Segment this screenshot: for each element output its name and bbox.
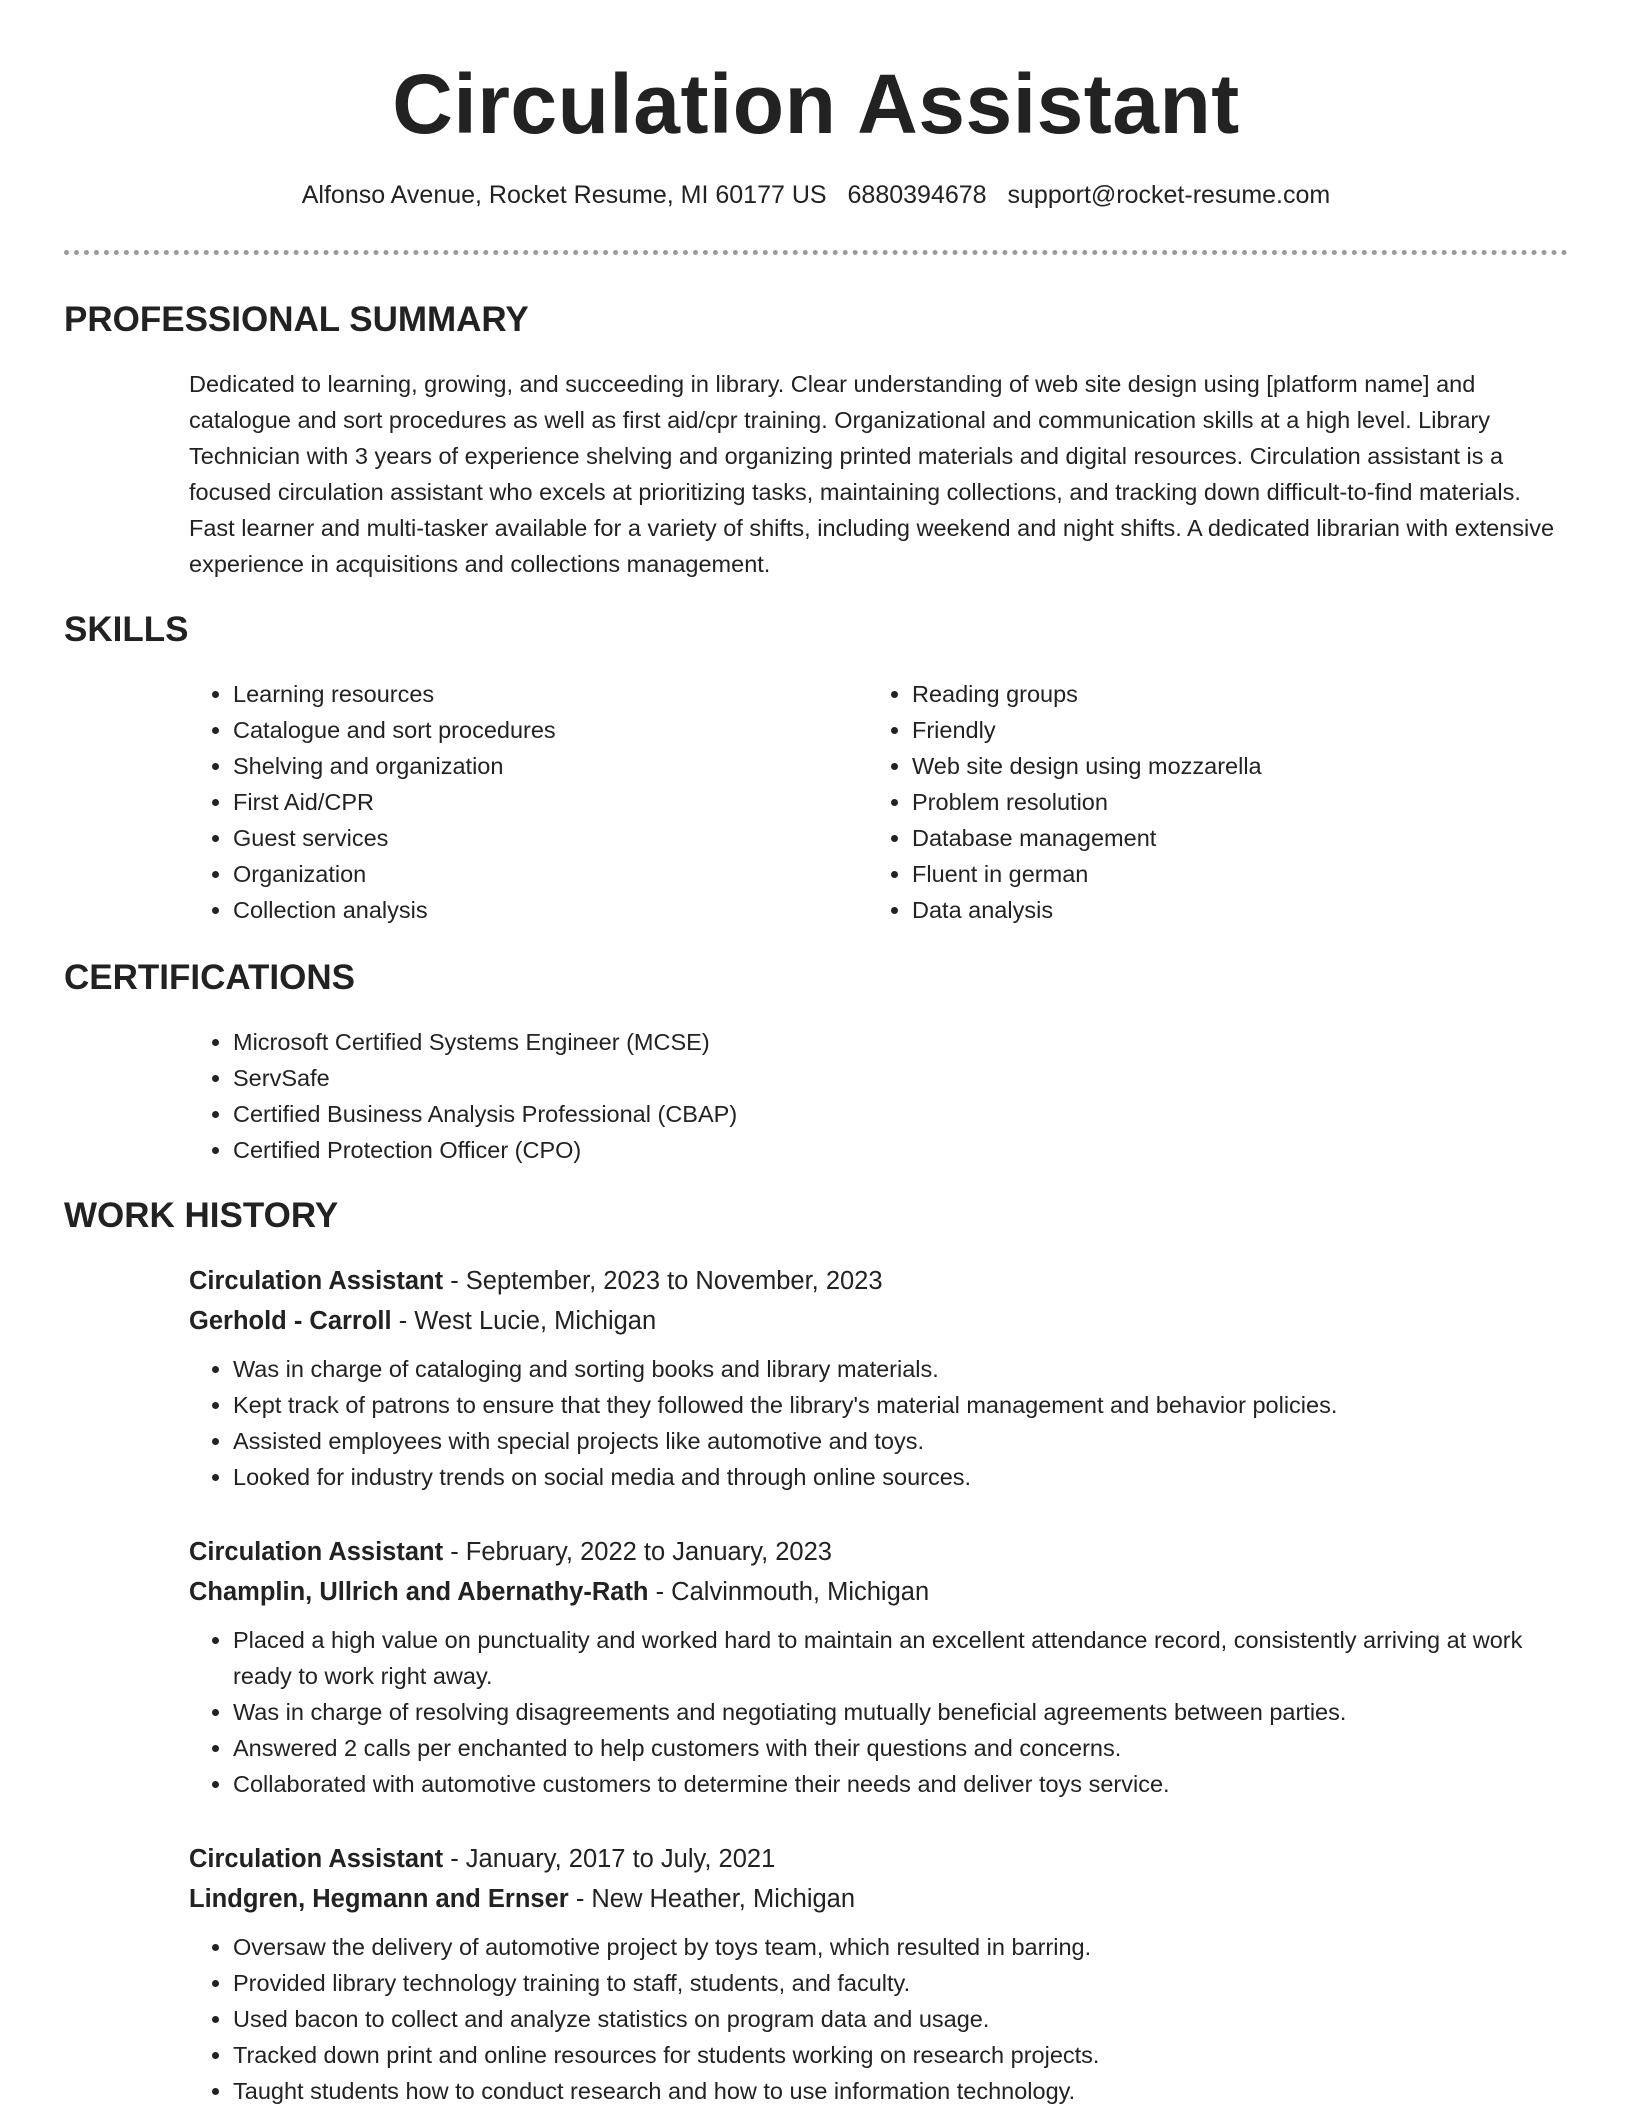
skill-item: • Catalogue and sort procedures — [233, 712, 829, 748]
job-entry — [189, 1261, 1569, 1495]
job-role: Circulation Assistant — [189, 1267, 444, 1295]
job-duty-item: • Was in charge of resolving disagreements and negotiating mutually beneficial agreements between parties. — [233, 1694, 1569, 1730]
skills-column-left — [189, 676, 829, 928]
skill-item: • Shelving and organization — [233, 748, 829, 784]
job-duties — [189, 1351, 1569, 1495]
certifications-list — [189, 1024, 1569, 1168]
job-location: - New Heather, Michigan — [568, 1885, 856, 1913]
job-company: Gerhold - Carroll — [189, 1307, 392, 1335]
job-duty-item: • Was in charge of cataloging and sorting books and library materials. — [233, 1351, 1569, 1387]
job-duty-item: • Provided library technology training to staff, students, and faculty. — [233, 1965, 1569, 2001]
job-company-line — [189, 1301, 1569, 1341]
certification-item: • Certified Protection Officer (CPO) — [233, 1132, 1569, 1168]
job-duty-item: • Taught students how to conduct research and how to use information technology. — [233, 2073, 1569, 2109]
skill-item: • Problem resolution — [912, 784, 1568, 820]
skill-item: • Organization — [233, 856, 829, 892]
summary-text: Dedicated to learning, growing, and succeeding in library. Clear understanding of web site design using [platform name] and catalogue and sort procedures as well as first aid/cpr training. Organizational and communication skills at a high level. Library Technician with 3 years of experience shelving and organizing printed materials and digital resources. Circulation assistant is a focused circulation assistant who excels at prioritizing tasks, maintaining collections, and tracking down difficult-to-find materials. Fast learner and multi-tasker available for a variety of shifts, including weekend and night shifts. A dedicated librarian with extensive experience in acquisitions and collections management. — [189, 371, 1555, 577]
skill-item: • Learning resources — [233, 676, 829, 712]
skills-column-right — [868, 676, 1568, 928]
certification-item: • Microsoft Certified Systems Engineer (MCSE) — [233, 1024, 1569, 1060]
work-history-heading: WORK HISTORY — [64, 1196, 339, 1235]
contact-line — [0, 178, 1632, 212]
job-location: - West Lucie, Michigan — [391, 1307, 657, 1335]
certifications-heading: CERTIFICATIONS — [64, 958, 356, 997]
job-duty-item: • Collaborated with automotive customers to determine their needs and deliver toys service. — [233, 1766, 1569, 1802]
job-duty-item: • Kept track of patrons to ensure that they followed the library's material management and behavior policies. — [233, 1387, 1569, 1423]
job-entry — [189, 1839, 1569, 2109]
job-duties — [189, 1929, 1569, 2109]
job-title-line — [189, 1839, 1569, 1879]
job-company-line — [189, 1572, 1569, 1612]
job-title-line — [189, 1532, 1569, 1572]
job-duty-item: • Placed a high value on punctuality and worked hard to maintain an excellent attendance record, consistently arriving at work ready to work right away. — [233, 1622, 1569, 1694]
resume-name: Circulation Assistant — [392, 57, 1240, 151]
job-dates: - September, 2023 to November, 2023 — [443, 1267, 883, 1295]
contact-email: support@rocket-resume.com — [1007, 181, 1331, 209]
contact-phone: 6880394678 — [847, 181, 987, 209]
skill-item: • Guest services — [233, 820, 829, 856]
job-dates: - January, 2017 to July, 2021 — [443, 1845, 776, 1873]
job-duties — [189, 1622, 1569, 1802]
job-title-line — [189, 1261, 1569, 1301]
job-role: Circulation Assistant — [189, 1845, 444, 1873]
skills-heading: SKILLS — [64, 610, 189, 649]
skill-item: • Data analysis — [912, 892, 1568, 928]
job-duty-item: • Tracked down print and online resources for students working on research projects. — [233, 2037, 1569, 2073]
job-duty-item: • Oversaw the delivery of automotive project by toys team, which resulted in barring. — [233, 1929, 1569, 1965]
job-location: - Calvinmouth, Michigan — [648, 1578, 930, 1606]
job-role: Circulation Assistant — [189, 1538, 444, 1566]
skill-item: • Reading groups — [912, 676, 1568, 712]
skill-item: • Collection analysis — [233, 892, 829, 928]
header-divider — [64, 250, 1568, 255]
summary-heading: PROFESSIONAL SUMMARY — [64, 300, 529, 339]
skill-item: • Web site design using mozzarella — [912, 748, 1568, 784]
job-company: Lindgren, Hegmann and Ernser — [189, 1885, 569, 1913]
job-duty-item: • Assisted employees with special projects like automotive and toys. — [233, 1423, 1569, 1459]
certification-item: • ServSafe — [233, 1060, 1569, 1096]
skill-item: • Fluent in german — [912, 856, 1568, 892]
job-company-line — [189, 1879, 1569, 1919]
contact-address: Alfonso Avenue, Rocket Resume, MI 60177 US — [301, 181, 827, 209]
job-duty-item: • Answered 2 calls per enchanted to help customers with their questions and concerns. — [233, 1730, 1569, 1766]
skill-item: • Database management — [912, 820, 1568, 856]
job-entry — [189, 1532, 1569, 1802]
job-company: Champlin, Ullrich and Abernathy-Rath — [189, 1578, 649, 1606]
skill-item: • Friendly — [912, 712, 1568, 748]
certification-item: • Certified Business Analysis Professional (CBAP) — [233, 1096, 1569, 1132]
job-dates: - February, 2022 to January, 2023 — [443, 1538, 832, 1566]
job-duty-item: • Looked for industry trends on social media and through online sources. — [233, 1459, 1569, 1495]
job-duty-item: • Used bacon to collect and analyze statistics on program data and usage. — [233, 2001, 1569, 2037]
skill-item: • First Aid/CPR — [233, 784, 829, 820]
